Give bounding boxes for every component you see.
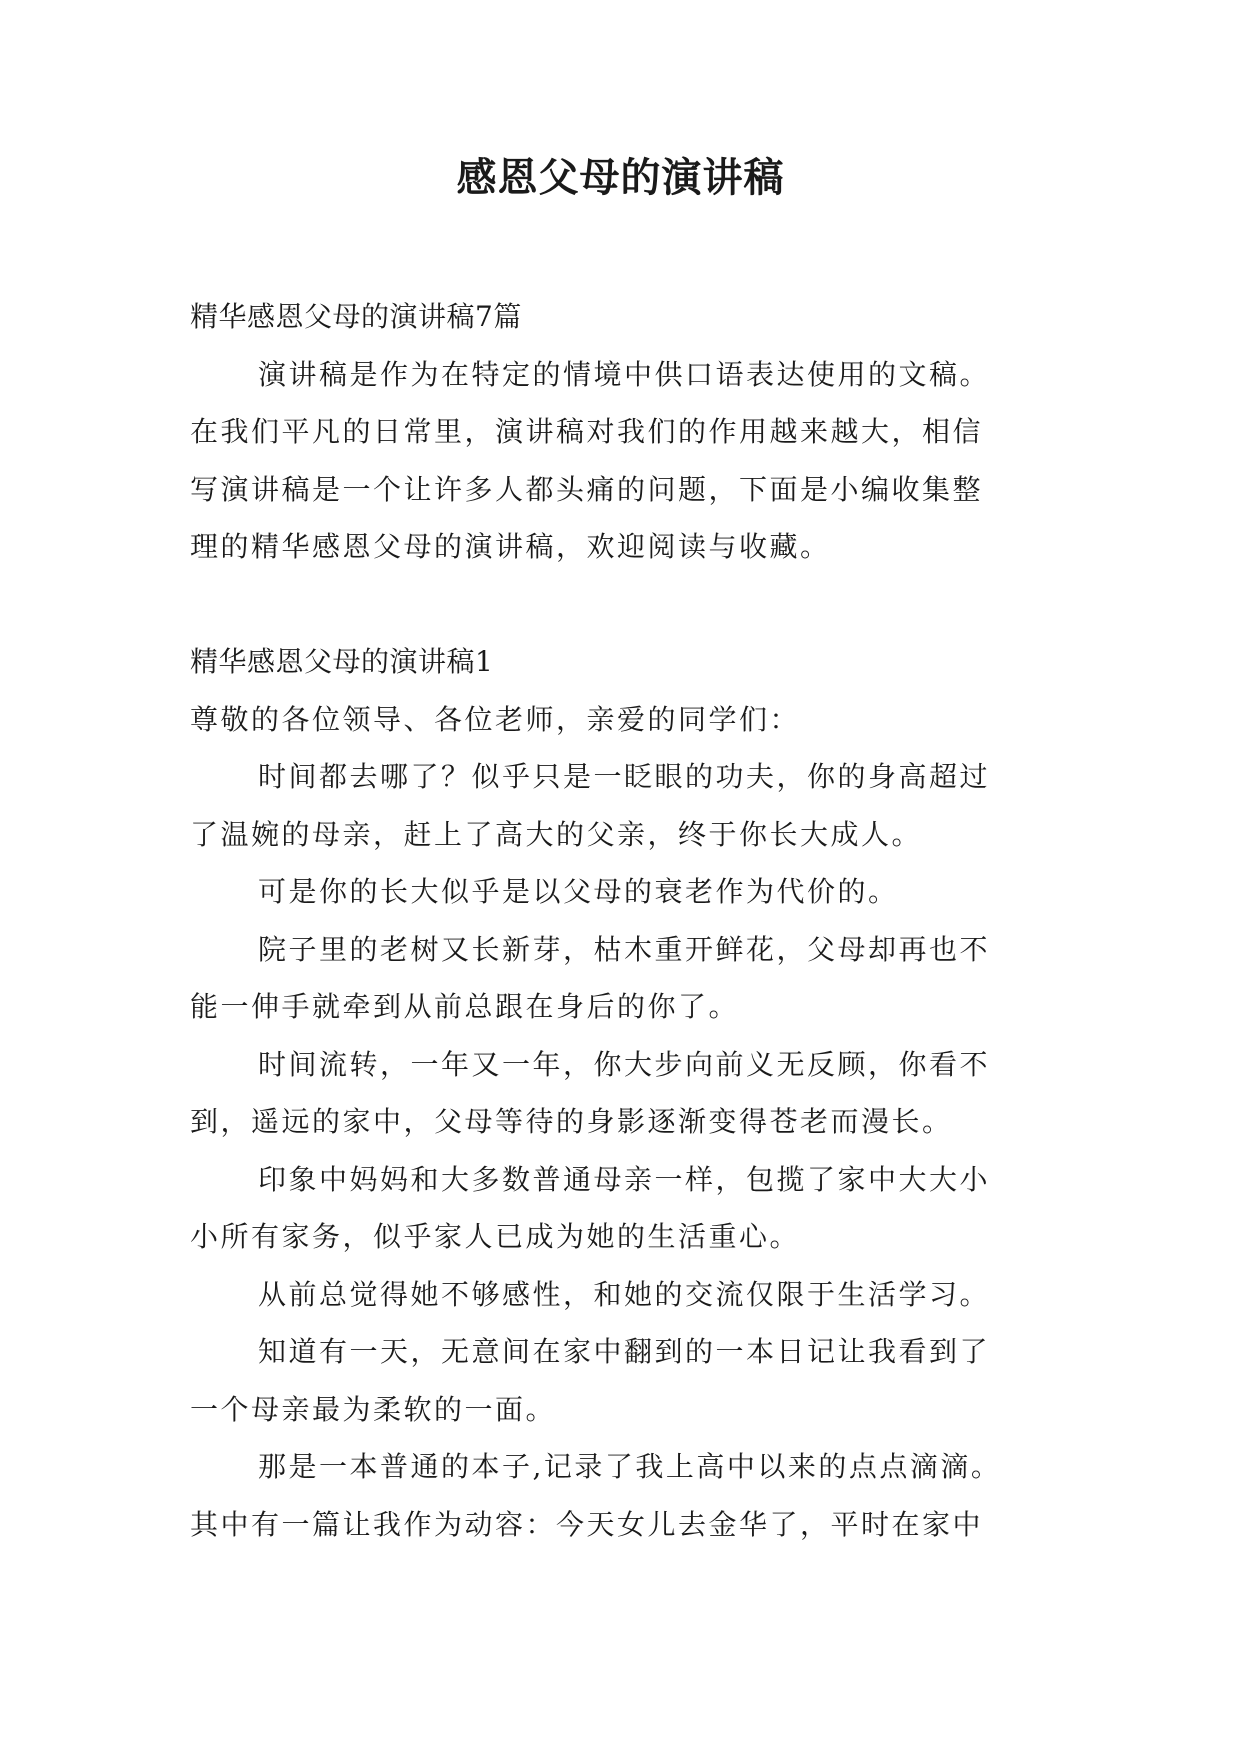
body-line: 可是你的长大似乎是以父母的衰老作为代价的。 <box>258 875 899 908</box>
body-line: 时间都去哪了？似乎只是一眨眼的功夫，你的身高超过 <box>258 760 991 793</box>
intro-line: 理的精华感恩父母的演讲稿，欢迎阅读与收藏。 <box>190 530 831 563</box>
page-title: 感恩父母的演讲稿 <box>456 155 785 201</box>
body-line: 一个母亲最为柔软的一面。 <box>190 1392 557 1426</box>
body-line: 时间流转，一年又一年，你大步向前义无反顾，你看不 <box>258 1047 991 1081</box>
body-line: 其中有一篇让我作为动容：今天女儿去金华了，平时在家中 <box>190 1507 984 1541</box>
intro-line: 演讲稿是作为在特定的情境中供口语表达使用的文稿。 <box>258 357 991 391</box>
subtitle: 精华感恩父母的演讲稿7篇 <box>190 300 522 333</box>
body-line: 知道有一天，无意间在家中翻到的一本日记让我看到了 <box>258 1335 991 1368</box>
intro-line: 在我们平凡的日常里，演讲稿对我们的作用越来越大，相信 <box>190 415 984 448</box>
body-line: 能一伸手就牵到从前总跟在身后的你了。 <box>190 990 740 1023</box>
body-line: 印象中妈妈和大多数普通母亲一样，包揽了家中大大小 <box>258 1162 991 1196</box>
document-body <box>190 288 1070 1553</box>
body-line: 到，遥远的家中，父母等待的身影逐渐变得苍老而漫长。 <box>190 1105 953 1138</box>
body-line: 从前总觉得她不够感性，和她的交流仅限于生活学习。 <box>258 1277 991 1311</box>
paragraph-gap <box>190 576 1070 634</box>
body-line: 院子里的老树又长新芽，枯木重开鲜花，父母却再也不 <box>258 932 991 966</box>
section-heading: 精华感恩父母的演讲稿1 <box>190 645 494 678</box>
body-line: 那是一本普通的本子,记录了我上高中以来的点点滴滴。 <box>258 1450 1002 1483</box>
intro-line: 写演讲稿是一个让许多人都头痛的问题，下面是小编收集整 <box>190 472 984 506</box>
body-line: 小所有家务，似乎家人已成为她的生活重心。 <box>190 1220 801 1253</box>
body-line: 了温婉的母亲，赶上了高大的父亲，终于你长大成人。 <box>190 817 923 851</box>
salutation: 尊敬的各位领导、各位老师，亲爱的同学们： <box>190 702 801 736</box>
